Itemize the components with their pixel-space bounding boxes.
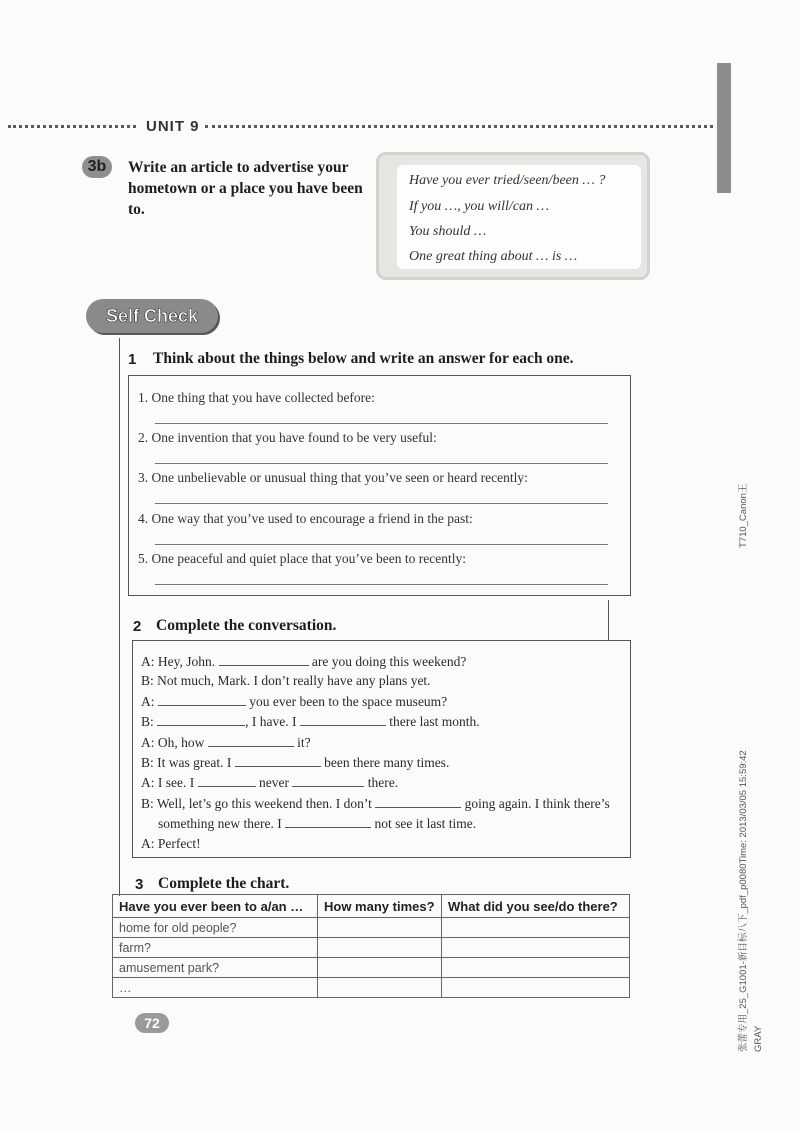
table-row xyxy=(113,918,630,938)
margin-printer-mark: T710_Canon王 xyxy=(738,483,749,548)
question-item: 5. One peaceful and quiet place that you’ve been to recently: xyxy=(138,551,466,566)
answer-line[interactable] xyxy=(155,463,608,464)
part1-title: Think about the things below and write an answer for each one. xyxy=(153,350,574,367)
chart-header: How many times? xyxy=(318,895,442,918)
question-item: 2. One invention that you have found to be very useful: xyxy=(138,430,437,445)
dialogue-line: A: you ever been to the space museum? xyxy=(141,694,448,709)
question-item: 3. One unbelievable or unusual thing that you’ve seen or heard recently: xyxy=(138,470,528,485)
dialogue-blank[interactable] xyxy=(157,713,245,726)
chart-header-row xyxy=(113,895,630,918)
dialogue-blank[interactable] xyxy=(158,693,246,706)
part3-number: 3 xyxy=(135,876,144,893)
chart-header: What did you see/do there? xyxy=(442,895,630,918)
dialogue-line: A: Oh, how it? xyxy=(141,735,311,750)
dialogue-line: something new there. I not see it last time. xyxy=(158,816,477,831)
header-dotted-rule-right xyxy=(205,125,713,142)
chart-cell[interactable] xyxy=(318,938,442,958)
chart-cell[interactable] xyxy=(318,918,442,938)
answer-line[interactable] xyxy=(155,503,608,504)
dialogue-blank[interactable] xyxy=(375,795,461,808)
table-row xyxy=(113,978,630,998)
part3-title: Complete the chart. xyxy=(158,875,290,892)
self-check-banner xyxy=(86,299,218,333)
page-number: 72 xyxy=(135,1013,169,1033)
self-check-label: Self Check xyxy=(105,306,199,326)
chart-cell[interactable] xyxy=(318,958,442,978)
dialogue-blank[interactable] xyxy=(292,774,364,787)
dialogue-blank[interactable] xyxy=(219,653,309,666)
chart-cell[interactable] xyxy=(442,958,630,978)
dialogue-blank[interactable] xyxy=(235,754,321,767)
header-dotted-rule-left xyxy=(8,125,136,142)
answer-line[interactable] xyxy=(155,584,608,585)
chart-row-label: farm? xyxy=(113,938,318,958)
table-row xyxy=(113,938,630,958)
dialogue-line: B: , I have. I there last month. xyxy=(141,714,480,729)
hint-line: You should … xyxy=(409,224,487,239)
hint-line: If you …, you will/can … xyxy=(409,199,549,214)
exercise-badge-3b: 3b xyxy=(82,156,112,178)
unit-title: UNIT 9 xyxy=(146,118,200,135)
chart-cell[interactable] xyxy=(442,978,630,998)
chart-cell[interactable] xyxy=(442,938,630,958)
part2-number: 2 xyxy=(133,618,142,635)
chart-row-label: … xyxy=(113,978,318,998)
hint-box xyxy=(376,152,650,280)
chart-header: Have you ever been to a/an … xyxy=(113,895,318,918)
table-row xyxy=(113,958,630,978)
dialogue-line: B: Well, let’s go this weekend then. I don’t going again. I think there’s xyxy=(141,796,610,811)
answer-line[interactable] xyxy=(155,544,608,545)
section-left-rule xyxy=(119,338,120,896)
page-edge-tab xyxy=(717,63,731,193)
chart-row-label: home for old people? xyxy=(113,918,318,938)
hint-line: Have you ever tried/seen/been … ? xyxy=(409,173,606,188)
question-item: 1. One thing that you have collected before: xyxy=(138,390,375,405)
dialogue-line: B: Not much, Mark. I don’t really have any plans yet. xyxy=(141,673,431,688)
chart-table xyxy=(112,894,630,998)
chart-row-label: amusement park? xyxy=(113,958,318,978)
answer-line[interactable] xyxy=(155,423,608,424)
exercise-3b-prompt: Write an article to advertise your hometown or a place you have been to. xyxy=(128,159,363,218)
chart-cell[interactable] xyxy=(442,918,630,938)
dialogue-blank[interactable] xyxy=(300,713,386,726)
dialogue-line: B: It was great. I been there many times. xyxy=(141,755,450,770)
part1-number: 1 xyxy=(128,351,137,368)
margin-gray-label: GRAY xyxy=(753,1025,764,1052)
dialogue-line: A: I see. I never there. xyxy=(141,775,399,790)
question-item: 4. One way that you’ve used to encourage a friend in the past: xyxy=(138,511,473,526)
margin-print-info: 张蕾专用_25_G1001-新目标八下_pdf_p0080Time: 2013/03/05 15:59:42 xyxy=(738,750,749,1052)
dialogue-line: A: Perfect! xyxy=(141,836,201,851)
dialogue-blank[interactable] xyxy=(285,815,371,828)
hint-line: One great thing about … is … xyxy=(409,249,578,264)
part2-connector xyxy=(608,600,609,640)
chart-cell[interactable] xyxy=(318,978,442,998)
dialogue-line: A: Hey, John. are you doing this weekend? xyxy=(141,654,467,669)
part2-title: Complete the conversation. xyxy=(156,617,337,634)
dialogue-blank[interactable] xyxy=(208,734,294,747)
dialogue-blank[interactable] xyxy=(198,774,256,787)
